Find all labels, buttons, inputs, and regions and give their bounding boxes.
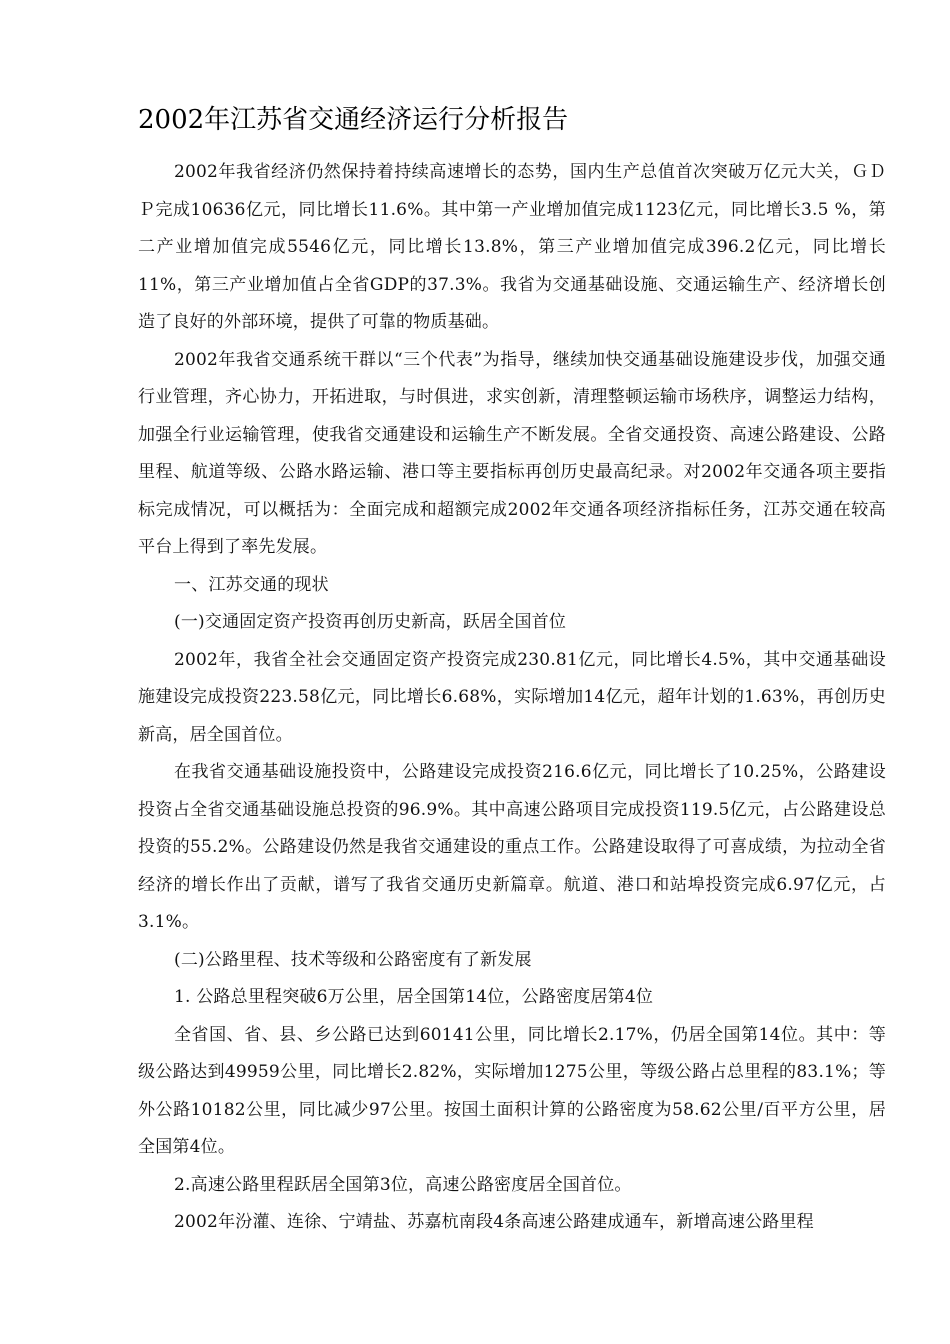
paragraph-expressway: 2002年汾灌、连徐、宁靖盐、苏嘉杭南段4条高速公路建成通车，新增高速公路里程 [174, 1212, 814, 1232]
paragraph-highway-investment: 在我省交通基础设施投资中，公路建设完成投资216.6亿元，同比增长了10.25%，公路建设投资占全省交通基础设施总投资的96.9%。其中高速公路项目完成投资119.5亿元，占公路建设总投资的55.2%。公路建设仍然是我省交通建设的重点工作。公路建设取得了可喜成绩，为拉动全省经济的增长作出了贡献，谱写了我省交通历史新篇章。航道、港口和站埠投资完成6.97亿元，占3.1%。 [138, 762, 886, 932]
subsection-heading-road-mileage: (二)公路里程、技术等级和公路密度有了新发展 [174, 949, 532, 970]
paragraph-transport-system: 2002年我省交通系统干群以“三个代表”为指导，继续加快交通基础设施建设步伐，加强交通行业管理，齐心协力，开拓进取，与时俱进，求实创新，清理整顿运输市场秩序，调整运力结构，加强全行业运输管理，使我省交通建设和运输生产不断发展。全省交通投资、高速公路建设、公路里程、航道等级、公路水路运输、港口等主要指标再创历史最高纪录。对2002年交通各项主要指标完成情况，可以概括为：全面完成和超额完成2002年交通各项经济指标任务，江苏交通在较高平台上得到了率先发展。 [138, 349, 886, 557]
document-title: 2002年江苏省交通经济运行分析报告 [138, 105, 569, 135]
paragraph-economy-overview: 2002年我省经济仍然保持着持续高速增长的态势，国内生产总值首次突破万亿元大关，ＧＤＰ完成10636亿元，同比增长11.6%。其中第一产业增加值完成1123亿元，同比增长3.5 %，第二产业增加值完成5546亿元，同比增长13.8%，第三产业增加值完成396.2亿元，同比增长11%，第三产业增加值占全省GDP的37.3%。我省为交通基础设施、交通运输生产、经济增长创造了良好的外部环境，提供了可靠的物质基础。 [138, 162, 886, 332]
item-heading-expressway: 2.高速公路里程跃居全国第3位，高速公路密度居全国首位。 [174, 1174, 632, 1195]
item-heading-total-mileage: 1. 公路总里程突破6万公里，居全国第14位，公路密度居第4位 [174, 987, 654, 1007]
section-heading-current-status: 一、江苏交通的现状 [174, 574, 329, 595]
paragraph-investment-total: 2002年，我省全社会交通固定资产投资完成230.81亿元，同比增长4.5%，其中交通基础设施建设完成投资223.58亿元，同比增长6.68%，实际增加14亿元，超年计划的1.63%，再创历史新高，居全国首位。 [138, 649, 886, 745]
paragraph-road-mileage: 全省国、省、县、乡公路已达到60141公里，同比增长2.17%，仍居全国第14位。其中：等级公路达到49959公里，同比增长2.82%，实际增加1275公里，等级公路占总里程的83.1%；等外公路10182公里，同比减少97公里。按国土面积计算的公路密度为58.62公里/百平方公里，居全国第4位。 [138, 1024, 886, 1157]
subsection-heading-investment: (一)交通固定资产投资再创历史新高，跃居全国首位 [174, 612, 567, 632]
document-page [138, 100, 886, 1242]
